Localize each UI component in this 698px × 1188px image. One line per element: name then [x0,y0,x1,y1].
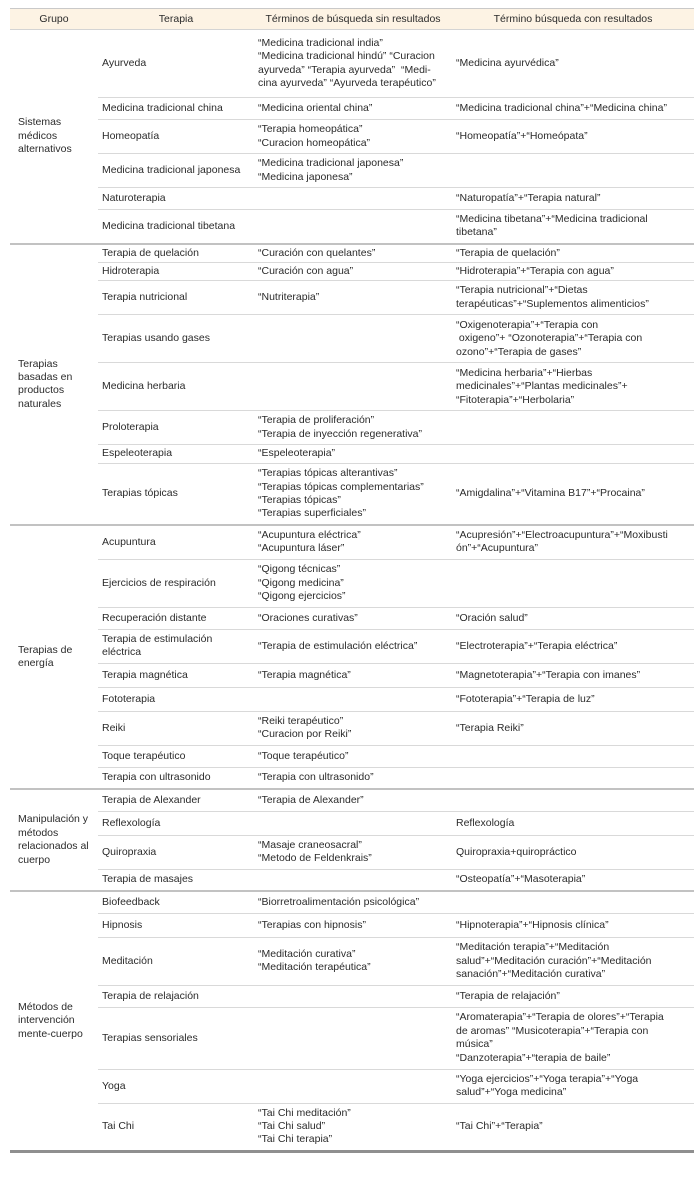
no-results-terms-cell [254,559,452,607]
therapy-name-cell [98,120,254,154]
no-results-terms-cell [254,30,452,98]
no-results-terms-cell [254,315,452,363]
results-terms-cell [452,1103,694,1151]
group-section [10,525,694,789]
therapy-name: Terapia de masajes [102,873,194,886]
therapy-name-cell [98,1007,254,1069]
therapy-name: Terapia nutricional [102,291,188,304]
table-header-row [10,9,694,30]
results-terms-cell [452,985,694,1007]
no-results-term: “Curación con agua” [258,264,354,277]
therapy-name: Terapia de quelación [102,246,199,259]
therapy-name-cell [98,210,254,244]
therapy-name: Naturoterapia [102,191,166,204]
results-term: “Aromaterapia”+“Terapia de olores”+“Terapia [456,1011,664,1024]
no-results-terms-cell [254,891,452,913]
no-results-terms-cell [254,663,452,687]
no-results-terms-cell [254,188,452,210]
group-name-cell [10,525,98,789]
table-row [10,811,694,835]
therapy-name-cell [98,891,254,913]
group-name: Sistemas médicos alternativos [18,116,72,155]
no-results-term: “Terapia de proliferación” [258,414,375,427]
results-terms-cell [452,767,694,789]
results-term: oxigeno”+ “Ozonoterapia”+“Terapia con [456,332,643,345]
no-results-terms-cell [254,1103,452,1151]
therapy-name: Toque terapéutico [102,749,186,762]
no-results-term: “Medicina tradicional hindú” “Curacion ayurveda” “Terapia ayurveda” “Medi-cina ayurveda” “Ayurveda terapéutico” [258,50,438,89]
therapy-name: Hipnosis [102,918,143,931]
no-results-terms-cell [254,262,452,280]
group-section [10,244,694,526]
results-terms-cell [452,607,694,629]
therapy-name-cell [98,244,254,263]
no-results-terms-cell [254,811,452,835]
results-terms-cell [452,154,694,188]
table-row [10,937,694,985]
therapy-name-cell [98,869,254,891]
no-results-term: “Terapia de estimulación eléctrica” [258,639,418,652]
therapy-name: Recuperación distante [102,611,207,624]
therapy-name: Terapia de estimulación eléctrica [102,632,213,659]
therapy-name-cell [98,154,254,188]
results-terms-cell [452,1007,694,1069]
no-results-term: “Medicina tradicional india” [258,36,383,49]
therapy-name: Reiki [102,721,126,734]
table-row [10,315,694,363]
no-results-terms-cell [254,463,452,525]
results-term: “Hidroterapia”+“Terapia con agua” [456,264,614,277]
results-terms-cell [452,98,694,120]
table-row [10,188,694,210]
therapy-name: Biofeedback [102,895,160,908]
therapy-name-cell [98,262,254,280]
results-term: salud”+“Yoga medicina” [456,1086,567,1099]
therapy-name: Tai Chi [102,1120,135,1133]
therapy-name-cell [98,463,254,525]
no-results-term: “Espeleoterapia” [258,447,336,460]
results-term: música” [456,1038,493,1051]
results-terms-cell [452,210,694,244]
no-results-term: “Medicina tradicional japonesa” [258,157,404,170]
results-term: “Oxigenoterapia”+“Terapia con [456,318,599,331]
therapy-name: Meditación [102,954,153,967]
results-term: “Magnetoterapia”+“Terapia con imanes” [456,668,641,681]
results-terms-cell [452,559,694,607]
results-terms-cell [452,811,694,835]
results-terms-cell [452,745,694,767]
no-results-term: “Meditación curativa” [258,947,356,960]
no-results-terms-cell [254,767,452,789]
table-row [10,1069,694,1103]
therapy-name: Terapias usando gases [102,332,210,345]
therapy-name-cell [98,745,254,767]
no-results-term: “Terapia homeopática” [258,123,363,136]
no-results-terms-cell [254,913,452,937]
therapy-name-cell [98,835,254,869]
results-term: Quiropraxia+quiropráctico [456,845,577,858]
table-row [10,789,694,811]
results-terms-cell [452,411,694,445]
no-results-term: “Qigong ejercicios” [258,589,346,602]
therapy-name: Reflexología [102,816,161,829]
group-name: Terapias de energía [18,643,73,670]
group-section [10,789,694,891]
results-term: “Tai Chi”+“Terapia” [456,1120,543,1133]
results-term: “Medicina tradicional china”+“Medicina china” [456,101,667,114]
therapy-name: Proloterapia [102,421,159,434]
therapy-name-cell [98,525,254,559]
table-row [10,463,694,525]
table-row [10,363,694,411]
results-term: “Medicina ayurvédica” [456,56,559,69]
results-term: “Amigdalina”+“Vitamina B17”+“Procaina” [456,487,645,500]
results-terms-cell [452,463,694,525]
table-row [10,607,694,629]
no-results-term: “Terapia de inyección regenerativa” [258,427,423,440]
no-results-terms-cell [254,869,452,891]
therapy-search-terms-table-container [10,8,694,1153]
results-term: “Terapia nutricional”+“Dietas terapéuticas”+“Suplementos alimenticios” [456,284,649,310]
header-grupo: Grupo [10,9,98,30]
header-terminos-sin-resultados: Términos de búsqueda sin resultados [254,9,452,30]
results-terms-cell [452,891,694,913]
therapy-name-cell [98,98,254,120]
results-terms-cell [452,789,694,811]
no-results-terms-cell [254,629,452,663]
no-results-term: “Terapia magnética” [258,668,351,681]
group-name-cell [10,244,98,526]
no-results-term: “Terapias tópicas alterantivas” [258,467,398,480]
results-terms-cell [452,315,694,363]
no-results-term: “Qigong medicina” [258,576,344,589]
therapy-name: Terapia con ultrasonido [102,771,211,784]
no-results-terms-cell [254,525,452,559]
no-results-terms-cell [254,98,452,120]
no-results-terms-cell [254,411,452,445]
results-term: “Terapia de quelación” [456,246,560,259]
results-term: “Terapia de relajación” [456,989,560,1002]
results-terms-cell [452,363,694,411]
table-row [10,445,694,463]
no-results-term: “Tai Chi terapia” [258,1133,333,1146]
results-term: “Hipnoterapia”+“Hipnosis clínica” [456,918,609,931]
no-results-term: “Terapias tópicas complementarias” [258,480,424,493]
results-term: “Fitoterapia”+“Herbolaria” [456,393,575,406]
therapy-name-cell [98,711,254,745]
table-row [10,411,694,445]
no-results-terms-cell [254,281,452,315]
therapy-name: Terapias sensoriales [102,1031,198,1044]
no-results-terms-cell [254,244,452,263]
results-terms-cell [452,262,694,280]
therapy-search-terms-table [10,8,694,1153]
therapy-name-cell [98,1103,254,1151]
results-terms-cell [452,1069,694,1103]
therapy-name: Quiropraxia [102,845,157,858]
no-results-terms-cell [254,445,452,463]
no-results-term: “Terapia de Alexander” [258,793,364,806]
group-section [10,30,694,244]
therapy-name-cell [98,811,254,835]
no-results-terms-cell [254,607,452,629]
results-term: “Homeopatía”+“Homeópata” [456,129,588,142]
therapy-name-cell [98,315,254,363]
no-results-term: “Curación con quelantes” [258,246,376,259]
therapy-name: Espeleoterapia [102,447,173,460]
results-term: sanación”+“Meditación curativa” [456,967,606,980]
group-name: Manipulación y métodos relacionados al cuerpo [18,813,89,866]
therapy-name: Homeopatía [102,129,160,142]
no-results-term: “Toque terapéutico” [258,749,349,762]
results-terms-cell [452,869,694,891]
results-terms-cell [452,835,694,869]
no-results-term: “Masaje craneosacral” [258,838,362,851]
table-row [10,891,694,913]
header-termino-con-resultados: Término búsqueda con resultados [452,9,694,30]
no-results-terms-cell [254,363,452,411]
therapy-name-cell [98,937,254,985]
header-terapia: Terapia [98,9,254,30]
no-results-terms-cell [254,937,452,985]
results-terms-cell [452,525,694,559]
table-row [10,210,694,244]
table-row [10,1007,694,1069]
therapy-name: Fototerapia [102,692,156,705]
table-row [10,559,694,607]
therapy-name-cell [98,281,254,315]
no-results-term: “Terapias tópicas” [258,493,341,506]
therapy-name-cell [98,789,254,811]
therapy-name-cell [98,411,254,445]
therapy-name-cell [98,363,254,411]
results-term: “Oración salud” [456,611,528,624]
table-row [10,262,694,280]
therapy-name: Yoga [102,1079,126,1092]
table-row [10,154,694,188]
table-row [10,244,694,263]
group-name-cell [10,789,98,891]
no-results-terms-cell [254,985,452,1007]
no-results-term: “Qigong técnicas” [258,563,341,576]
no-results-term: “Tai Chi meditación” [258,1106,351,1119]
therapy-name-cell [98,188,254,210]
no-results-terms-cell [254,210,452,244]
table-row [10,30,694,98]
table-row [10,98,694,120]
results-terms-cell [452,281,694,315]
therapy-name: Terapias tópicas [102,487,178,500]
therapy-name-cell [98,445,254,463]
results-term: ón”+“Acupuntura” [456,542,539,555]
results-term: de aromas” “Musicoterapia”+“Terapia con [456,1024,649,1037]
therapy-name: Acupuntura [102,535,156,548]
results-term: ozono”+“Terapia de gases” [456,345,582,358]
group-name: Terapias basadas en productos naturales [18,357,73,410]
therapy-name-cell [98,30,254,98]
no-results-terms-cell [254,789,452,811]
results-term: “Yoga ejercicios”+“Yoga terapia”+“Yoga [456,1072,639,1085]
results-term: “Fototerapia”+“Terapia de luz” [456,692,595,705]
no-results-term: “Oraciones curativas” [258,611,358,624]
therapy-name-cell [98,913,254,937]
results-terms-cell [452,629,694,663]
results-term: “Terapia Reiki” [456,721,524,734]
no-results-terms-cell [254,154,452,188]
table-row [10,663,694,687]
group-name-cell [10,30,98,244]
therapy-name-cell [98,607,254,629]
therapy-name: Medicina tradicional china [102,101,223,114]
therapy-name: Terapia magnética [102,668,188,681]
table-row [10,120,694,154]
table-row [10,767,694,789]
group-name: Métodos de intervención mente-cuerpo [18,1000,83,1040]
no-results-terms-cell [254,1069,452,1103]
table-row [10,835,694,869]
results-terms-cell [452,244,694,263]
therapy-name: Terapia de relajación [102,989,199,1002]
no-results-term: “Meditación terapéutica” [258,961,371,974]
table-row [10,1103,694,1151]
therapy-name: Medicina tradicional tibetana [102,219,236,232]
therapy-name-cell [98,663,254,687]
no-results-terms-cell [254,120,452,154]
table-row [10,629,694,663]
no-results-term: “Metodo de Feldenkrais” [258,852,372,865]
table-row [10,281,694,315]
table-row [10,869,694,891]
therapy-name-cell [98,559,254,607]
no-results-term: “Curacion por Reiki” [258,728,352,741]
no-results-term: “Biorretroalimentación psicológica” [258,895,420,908]
no-results-terms-cell [254,1007,452,1069]
therapy-name: Medicina tradicional japonesa [102,163,241,176]
results-term: “Electroterapia”+“Terapia eléctrica” [456,639,618,652]
table-row [10,985,694,1007]
therapy-name: Medicina herbaria [102,380,186,393]
results-terms-cell [452,711,694,745]
no-results-term: “Reiki terapéutico” [258,714,344,727]
therapy-name-cell [98,1069,254,1103]
no-results-term: “Tai Chi salud” [258,1120,326,1133]
table-row [10,525,694,559]
results-terms-cell [452,120,694,154]
therapy-name-cell [98,985,254,1007]
results-terms-cell [452,913,694,937]
no-results-terms-cell [254,711,452,745]
no-results-term: “Terapia con ultrasonido” [258,771,374,784]
results-term: “Naturopatía”+“Terapia natural” [456,191,601,204]
therapy-name: Ayurveda [102,56,147,69]
results-terms-cell [452,937,694,985]
results-terms-cell [452,663,694,687]
no-results-term: “Medicina japonesa” [258,170,353,183]
therapy-name-cell [98,767,254,789]
therapy-name: Terapia de Alexander [102,793,201,806]
therapy-name: Ejercicios de respiración [102,576,216,589]
table-row [10,711,694,745]
results-terms-cell [452,687,694,711]
table-row [10,913,694,937]
results-term: “Medicina tibetana”+“Medicina tradicional tibetana” [456,212,651,239]
results-term: Reflexología [456,816,515,829]
table-row [10,687,694,711]
no-results-term: “Acupuntura láser” [258,542,345,555]
results-terms-cell [452,445,694,463]
results-term: “Danzoterapia”+“terapia de baile” [456,1051,611,1064]
no-results-terms-cell [254,835,452,869]
no-results-terms-cell [254,745,452,767]
results-term: medicinales”+“Plantas medicinales”+ [456,380,628,393]
results-term: “Acupresión”+“Electroacupuntura”+“Moxibusti [456,529,668,542]
no-results-term: “Terapias con hipnosis” [258,918,366,931]
therapy-name: Hidroterapia [102,264,160,277]
results-term: “Medicina herbaria”+“Hierbas [456,366,593,379]
results-term: salud”+“Meditación curación”+“Meditación [456,954,652,967]
no-results-term: “Acupuntura eléctrica” [258,529,361,542]
no-results-term: “Curacion homeopática” [258,136,371,149]
no-results-term: “Medicina oriental china” [258,101,373,114]
group-section [10,891,694,1151]
therapy-name-cell [98,687,254,711]
no-results-terms-cell [254,687,452,711]
table-row [10,745,694,767]
results-term: “Meditación terapia”+“Meditación [456,941,610,954]
results-term: “Osteopatía”+“Masoterapia” [456,873,586,886]
results-terms-cell [452,188,694,210]
no-results-term: “Terapias superficiales” [258,507,366,520]
results-terms-cell [452,30,694,98]
therapy-name-cell [98,629,254,663]
group-name-cell [10,891,98,1151]
no-results-term: “Nutriterapia” [258,291,320,304]
